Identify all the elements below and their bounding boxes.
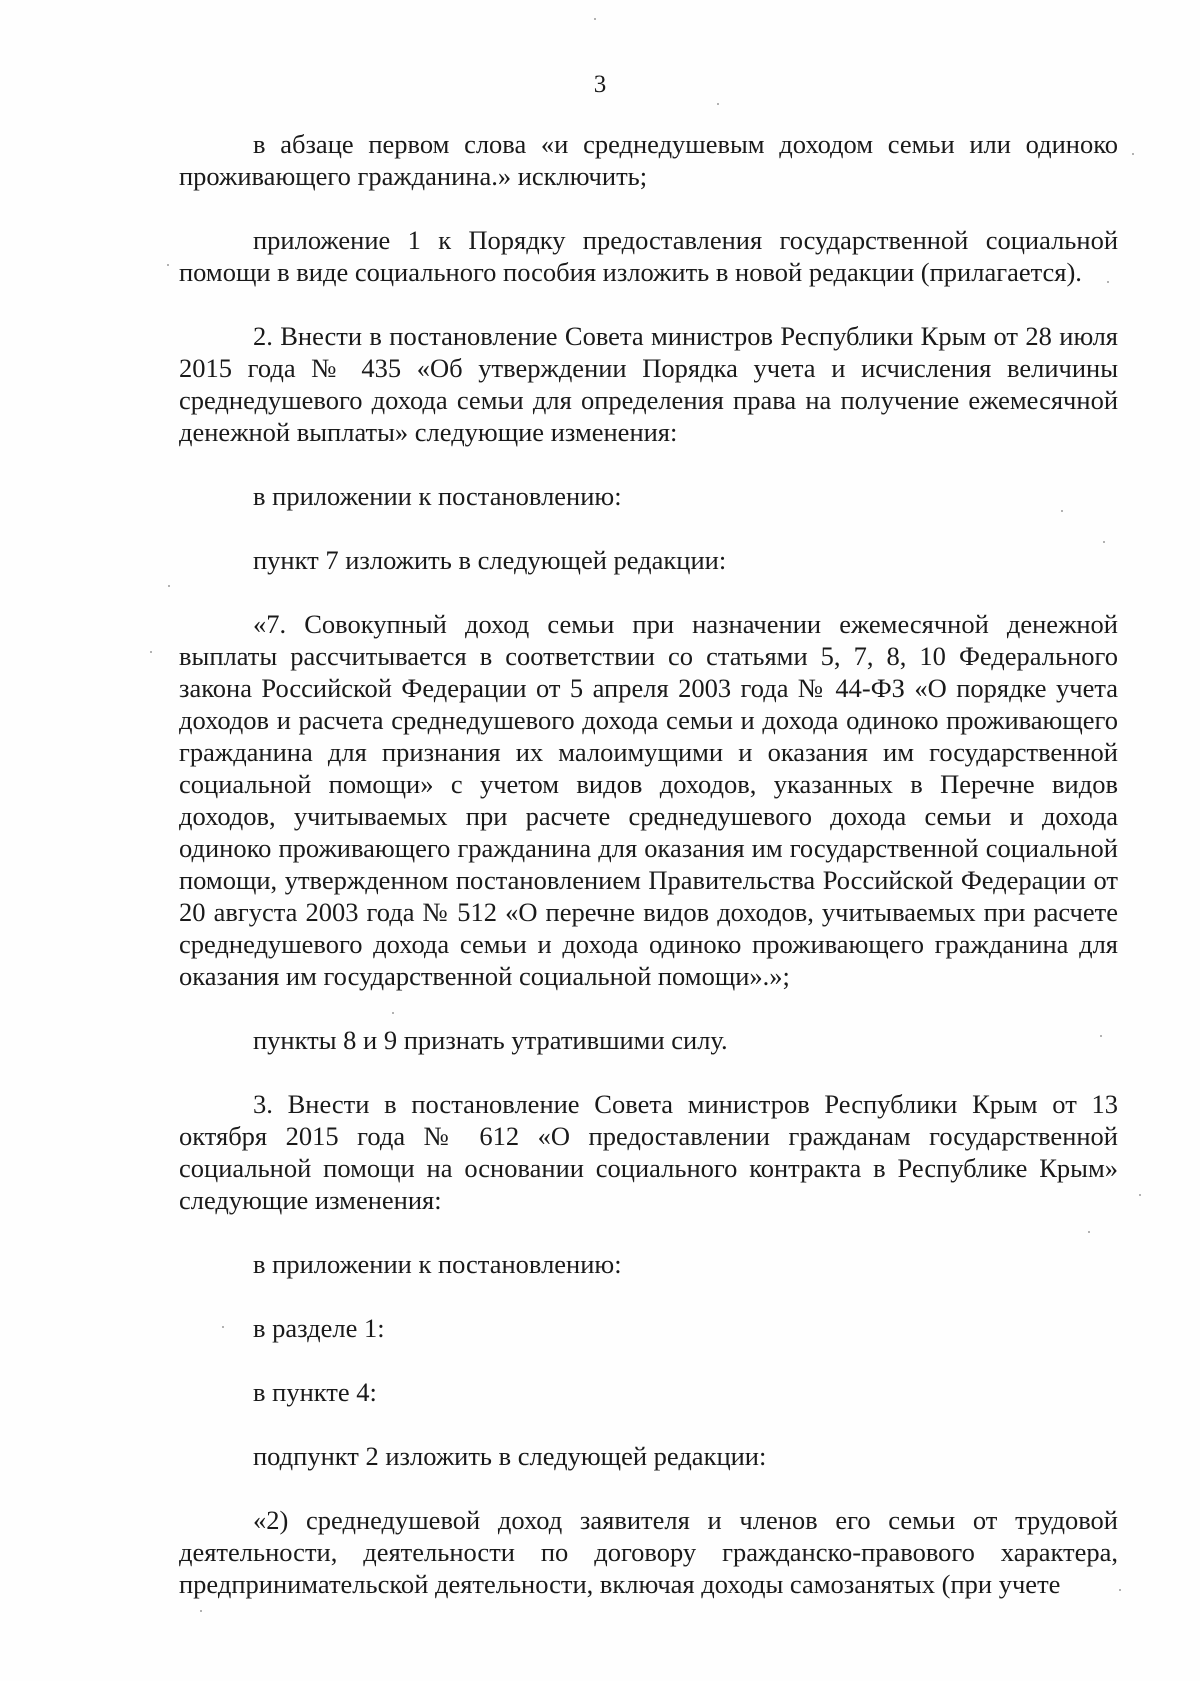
scan-speck: [167, 264, 169, 266]
paragraph-in-appendix: в приложении к постановлению:: [253, 481, 622, 511]
paragraph-abzac-exclusion: в абзаце первом слова «и среднедушевым доходом семьи или одиноко проживающего гражданина.» исключить;: [179, 129, 1118, 191]
scan-speck: [1119, 1589, 1121, 1591]
paragraph-appendix-1: приложение 1 к Порядку предоставления государственной социальной помощи в виде социального пособия изложить в новой редакции (прилагается).: [179, 225, 1118, 287]
scan-speck: [1061, 510, 1063, 512]
paragraph-item-3: 3. Внести в постановление Совета министров Республики Крым от 13 октября 2015 года № 612 «О предоставлении гражданам государственной социальной помощи на основании социального контракта в Республике Крым» следующие изменения:: [179, 1089, 1118, 1215]
paragraph-point-7: пункт 7 изложить в следующей редакции:: [253, 545, 727, 575]
scan-speck: [1107, 281, 1109, 283]
paragraph-point-4: в пункте 4:: [253, 1377, 377, 1407]
scan-speck: [594, 18, 596, 20]
scan-speck: [1139, 1194, 1141, 1196]
scan-speck: [150, 651, 152, 653]
paragraph-in-appendix-2: в приложении к постановлению:: [253, 1249, 622, 1279]
paragraph-quote-point-7: «7. Совокупный доход семьи при назначении ежемесячной денежной выплаты рассчитывается в соответствии со статьями 5, 7, 8, 10 Федерального закона Российской Федерации от 5 апреля 2003 года № 44-ФЗ «О порядке учета доходов и расчета среднедушевого дохода семьи и дохода одиноко проживающего гражданина для признания их малоимущими и оказания им государственной социальной помощи» с учетом видов доходов, указанных в Перечне видов доходов, учитываемых при расчете среднедушевого дохода семьи и дохода одиноко проживающего гражданина для оказания им государственной социальной помощи, утвержденном постановлением Правительства Российской Федерации от 20 августа 2003 года № 512 «О перечне видов доходов, учитываемых при расчете среднедушевого дохода семьи и дохода одиноко проживающего гражданина для оказания им государственной социальной помощи».»;: [179, 609, 1118, 991]
scan-speck: [1088, 1231, 1090, 1233]
paragraph-subpoint-2: подпункт 2 изложить в следующей редакции:: [253, 1441, 767, 1471]
document-body: [179, 128, 1118, 1600]
scan-speck: [717, 103, 719, 105]
scan-speck: [1100, 1035, 1102, 1037]
scan-speck: [222, 1326, 224, 1328]
scan-speck: [392, 1012, 394, 1014]
paragraph-item-2: 2. Внести в постановление Совета министров Республики Крым от 28 июля 2015 года № 435 «Об утверждении Порядка учета и исчисления величины среднедушевого дохода семьи для определения права на получение ежемесячной денежной выплаты» следующие изменения:: [179, 321, 1118, 447]
scan-speck: [200, 1610, 202, 1612]
paragraph-quote-subpoint-2: «2) среднедушевой доход заявителя и членов его семьи от трудовой деятельности, деятельности по договору гражданско-правового характера, предпринимательской деятельности, включая доходы самозанятых (при учете: [179, 1505, 1118, 1599]
scan-speck: [1132, 153, 1134, 155]
scan-speck: [168, 585, 170, 587]
paragraph-section-1: в разделе 1:: [253, 1313, 385, 1343]
scan-speck: [1103, 541, 1105, 543]
paragraph-points-8-9: пункты 8 и 9 признать утратившими силу.: [253, 1025, 728, 1055]
page-number: 3: [593, 71, 607, 98]
